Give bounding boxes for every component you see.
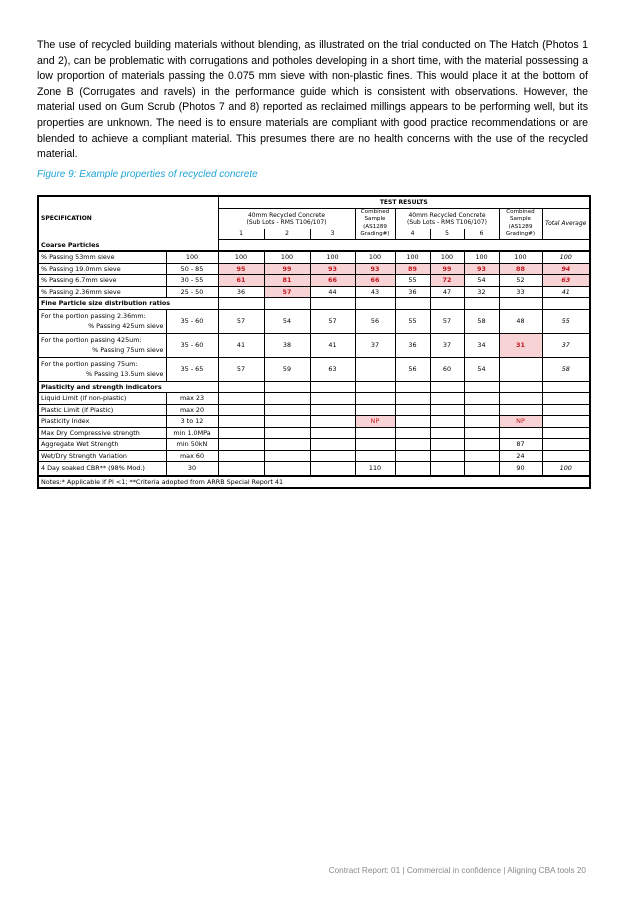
total-average-header: Total Average <box>542 208 590 240</box>
header-row-1 <box>38 196 590 208</box>
table-row: Plastic Limit (if Plastic) max 20 <box>38 404 590 416</box>
properties-table <box>37 195 589 489</box>
table-row: Wet/Dry Strength Variation max 60 24 <box>38 450 590 462</box>
lot-1: 1 <box>218 229 264 240</box>
lot-5: 5 <box>430 229 464 240</box>
group2-header: 40mm Recycled Concrete (Sub Lots - RMS T106/107) <box>395 208 499 229</box>
table-row: Liquid Limit (if non-plastic) max 23 <box>38 393 590 405</box>
fine-particle-heading-row <box>38 298 590 310</box>
lot-4: 4 <box>395 229 430 240</box>
group1-header: 40mm Recycled Concrete (Sub Lots - RMS T106/107) <box>218 208 355 229</box>
combined-sample-header-2: Combined Sample (AS1289 Grading#) <box>499 208 542 240</box>
combined-sample-header-1: Combined Sample (AS1289 Grading#) <box>355 208 395 240</box>
figure-caption: Figure 9: Example properties of recycled concrete <box>37 169 258 180</box>
plasticity-heading-row <box>38 381 590 393</box>
lot-6: 6 <box>464 229 499 240</box>
table-row: For the portion passing 75um: % Passing 13.5um sieve 35 - 65 57 59 63 56 60 54 58 <box>38 357 590 381</box>
page-footer: Contract Report: 01 | Commercial in confidence | Aligning CBA tools 20 <box>328 866 586 875</box>
lot-3: 3 <box>310 229 355 240</box>
coarse-particles-heading: Coarse Particles <box>38 240 218 252</box>
notes-row <box>38 476 590 489</box>
table-row: 4 Day soaked CBR** (98% Mod.) 30 110 90 100 <box>38 462 590 476</box>
lot-2: 2 <box>264 229 310 240</box>
test-results-header: TEST RESULTS <box>218 196 590 208</box>
table-row: For the portion passing 425um: % Passing 75um sieve 35 - 60 41 38 41 37 36 37 34 31 37 <box>38 333 590 357</box>
table-row: Plasticity Index 3 to 12 NP NP <box>38 416 590 428</box>
fine-particle-heading: Fine Particle size distribution ratios <box>38 298 218 310</box>
table-row: % Passing 2.36mm sieve 25 - 50 36 57 44 43 36 47 32 33 41 <box>38 286 590 298</box>
table-notes: Notes:* Applicable if PI <1; **Criteria adopted from ARRB Special Report 41 <box>38 476 590 489</box>
coarse-particles-row <box>38 240 590 252</box>
table-row: % Passing 19.0mm sieve 50 - 85 95 99 93 93 89 99 93 88 94 <box>38 263 590 275</box>
body-paragraph: The use of recycled building materials without blending, as illustrated on the trial conducted on The Hatch (Photos 1 and 2), can be problematic with corrugations and potholes developing in a short time, with the material possessing a low proportion of materials passing the 0.075 mm sieve with non-plastic fines. This would place it at the bottom of Zone B (Corrugates and ravels) in the performance guide which is consistent with observations. However, the material used on Gum Scrub (Photos 7 and 8) reported as reclaimed millings appears to be performing well, but its properties are unknown. The need is to ensure materials are compliant with good practice recommendations or are blended to achieve a compliant material. This presumes there are no health concerns with the use of the recycled material. <box>37 39 588 161</box>
specification-header: SPECIFICATION <box>38 196 218 240</box>
table-row: % Passing 6.7mm sieve 30 - 55 61 81 66 66 55 72 54 52 63 <box>38 275 590 287</box>
table-row: For the portion passing 2.36mm: % Passing 425um sieve 35 - 60 57 54 57 56 55 57 58 48 55 <box>38 309 590 333</box>
table-row: Max Dry Compressive strength min 1.0MPa <box>38 427 590 439</box>
table-row: Aggregate Wet Strength min 50kN 87 <box>38 439 590 451</box>
table-row: % Passing 53mm sieve 100 100 100 100 100 100 100 100 100 100 <box>38 251 590 263</box>
plasticity-heading: Plasticity and strength indicators <box>38 381 218 393</box>
